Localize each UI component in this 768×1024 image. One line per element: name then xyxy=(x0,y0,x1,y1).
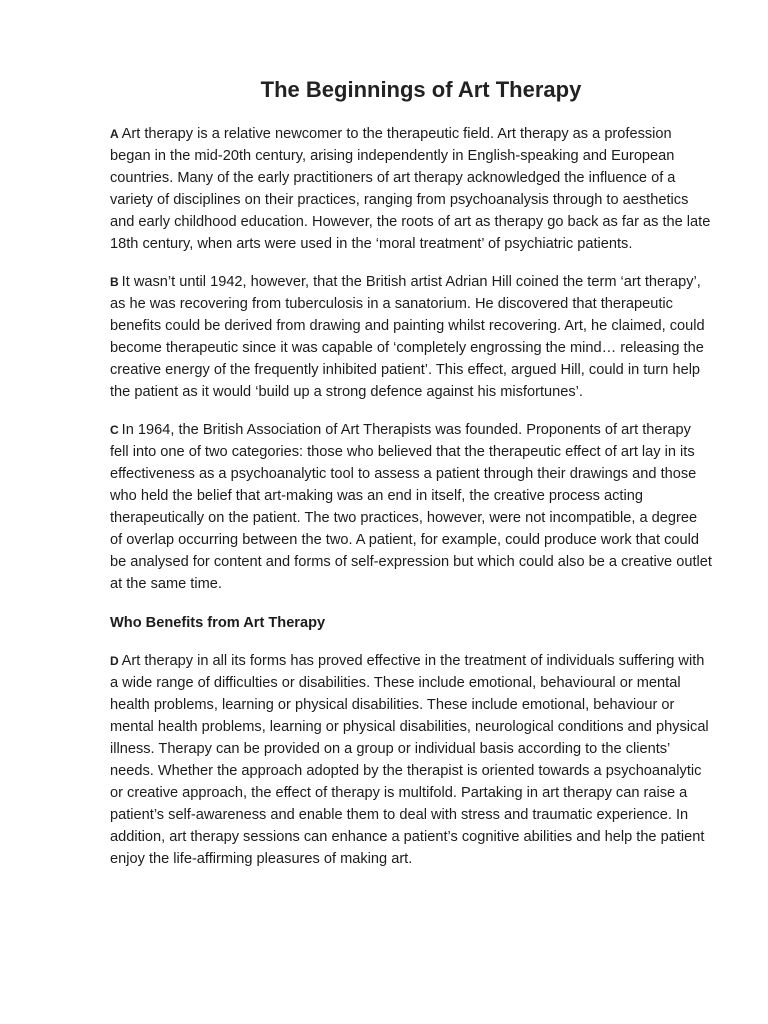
paragraph-marker: B xyxy=(110,275,119,289)
paragraph-marker: C xyxy=(110,423,119,437)
page-title: The Beginnings of Art Therapy xyxy=(260,77,582,102)
paragraph-marker: A xyxy=(110,127,119,141)
paragraph-c xyxy=(110,419,712,595)
paragraph-text: Art therapy is a relative newcomer to the therapeutic field. Art therapy as a profession began in the mid-20th century, arising independently in English-speaking and European countries. Many of the early practitioners of art therapy acknowledged the influence of a variety of disciplines on their practices, ranging from psychoanalysis through to aesthetics and early childhood education. However, the roots of art as therapy go back as far as the late 18th century, when arts were used in the ‘moral treatment’ of psychiatric patients. xyxy=(110,126,711,252)
paragraph-marker: D xyxy=(110,654,119,668)
paragraph-b xyxy=(110,271,712,403)
section-heading: Who Benefits from Art Therapy xyxy=(110,615,326,631)
paragraph-a xyxy=(110,123,712,255)
paragraph-text: Art therapy in all its forms has proved effective in the treatment of individuals suffering with a wide range of difficulties or disabilities. These include emotional, behavioural or mental health problems, learning or physical disabilities. These include emotional, behaviour or mental health problems, learning or physical disabilities, neurological conditions and physical illness. Therapy can be provided on a group or individual basis according to the clients’ needs. Whether the approach adopted by the therapist is oriented towards a psychoanalytic or creative approach, the effect of therapy is multifold. Partaking in art therapy can raise a patient’s self-awareness and enable them to deal with stress and traumatic experience. In addition, art therapy sessions can enhance a patient’s cognitive abilities and help the patient enjoy the life-affirming pleasures of making art. xyxy=(110,653,709,867)
paragraph-text: In 1964, the British Association of Art Therapists was founded. Proponents of art therapy fell into one of two categories: those who believed that the therapeutic effect of art lay in its effectiveness as a psychoanalytic tool to assess a patient through their drawings and those who held the belief that art-making was an end in itself, the creative process acting therapeutically on the patient. The two practices, however, were not incompatible, a degree of overlap occurring between the two. A patient, for example, could produce work that could be analysed for content and forms of self-expression but which could also be a creative outlet at the same time. xyxy=(110,422,712,592)
paragraph-d xyxy=(110,650,712,870)
paragraph-text: It wasn’t until 1942, however, that the British artist Adrian Hill coined the term ‘art therapy’, as he was recovering from tuberculosis in a sanatorium. He discovered that therapeutic benefits could be derived from drawing and painting whilst recovering. Art, he claimed, could become therapeutic since it was capable of ‘completely engrossing the mind… releasing the creative energy of the frequently inhibited patient’. This effect, argued Hill, could in turn help the patient as it would ‘build up a strong defence against his misfortunes’. xyxy=(110,274,705,400)
document-page xyxy=(110,76,712,886)
